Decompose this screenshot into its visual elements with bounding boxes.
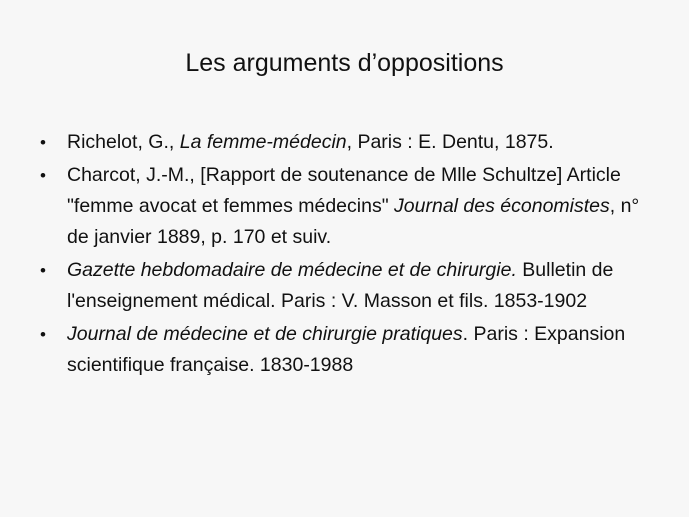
list-item [40,255,660,317]
italic-title: Journal des économistes [394,195,610,217]
list-item [40,319,660,381]
bullet-icon: • [40,261,46,280]
bullet-icon: • [40,166,46,185]
italic-title: La femme-médecin [179,131,347,153]
italic-title: Journal de médecine et de chirurgie pratiques [67,323,463,345]
list-item-text [67,164,639,248]
text-segment: , Paris : E. Dentu, 1875. [346,131,554,153]
list-item-text [67,131,554,153]
list-item-text [67,323,625,376]
slide-title: Les arguments d’oppositions [185,49,504,77]
bullet-icon: • [40,133,46,152]
list-item [40,127,660,158]
bullet-list [40,127,660,383]
text-segment: . Paris : Expansion scientifique française. 1830-1988 [67,323,626,376]
list-item-text [67,259,613,312]
text-segment: Charcot, J.-M., [Rapport de soutenance de Mlle Schultze] Article "femme avocat et femmes médecins" [67,164,621,217]
list-item [40,160,660,253]
text-segment: , n° de janvier 1889, p. 170 et suiv. [67,195,640,248]
italic-title: Gazette hebdomadaire de médecine et de chirurgie. [67,259,517,281]
bullet-icon: • [40,325,46,344]
text-segment: Bulletin de l'enseignement médical. Paris : V. Masson et fils. 1853-1902 [67,259,614,312]
text-segment: Richelot, G., [67,131,180,153]
